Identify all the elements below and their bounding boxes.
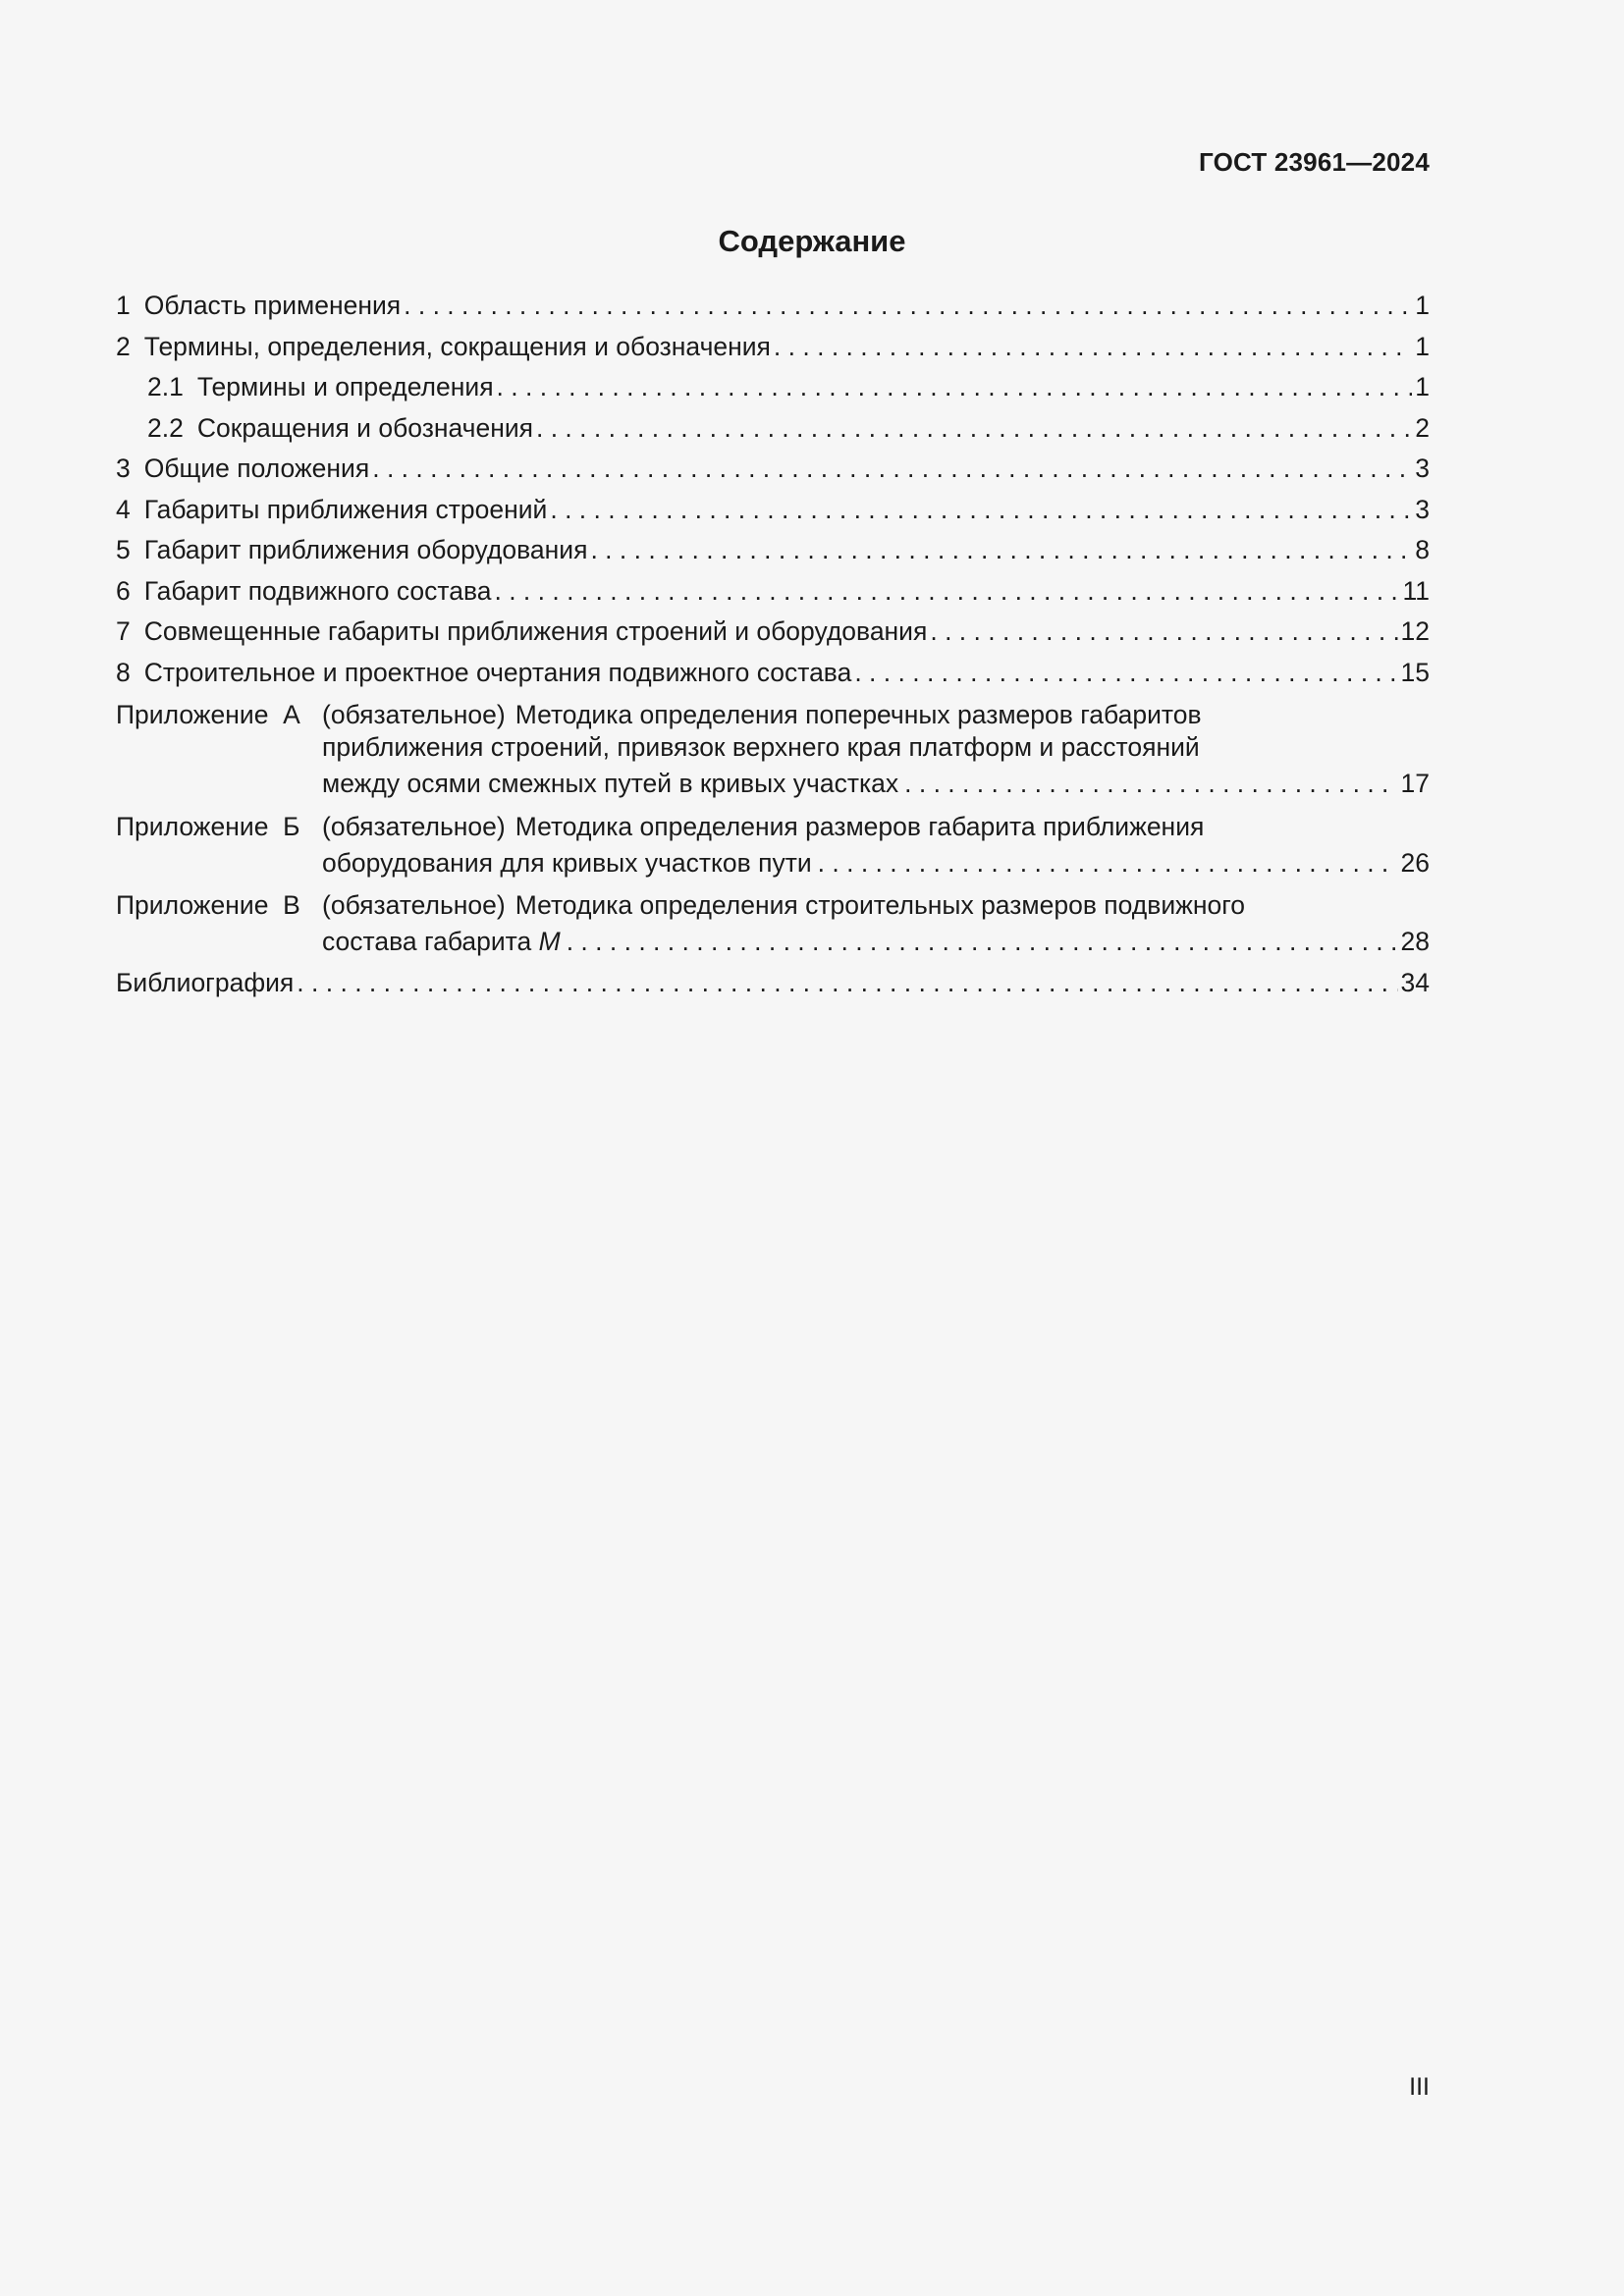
appendix-title-line: приближения строений, привязок верхнего края платформ и расстояний: [322, 732, 1200, 762]
toc-entry-title: Термины, определения, сокращения и обозначения: [143, 331, 771, 361]
toc-entry-title: Библиография: [116, 967, 295, 997]
appendix-title-line: Методика определения поперечных размеров габаритов: [514, 700, 1202, 729]
toc-entry-title: Габарит подвижного состава: [143, 575, 492, 606]
document-code: ГОСТ 23961—2024: [1199, 147, 1430, 177]
toc-entry-page: 34: [1400, 967, 1430, 997]
toc-entry-title: Совмещенные габариты приближения строений и оборудования: [143, 616, 928, 646]
toc-entry-number: 2.2: [147, 412, 184, 443]
toc-entry-number: 7: [116, 616, 131, 646]
toc-entry-8[interactable]: [116, 653, 1430, 694]
page-number: III: [1409, 2073, 1430, 2101]
toc-entry-1[interactable]: [116, 286, 1430, 327]
dot-leader: [372, 449, 1412, 490]
toc-entry-7[interactable]: [116, 612, 1430, 653]
dot-leader: [494, 571, 1399, 613]
dot-leader: [854, 653, 1397, 694]
toc-entry-page: 3: [1415, 454, 1430, 483]
dot-leader: [930, 612, 1397, 653]
toc-entry-page: 2: [1415, 412, 1430, 443]
toc-entry-number: 6: [116, 575, 131, 606]
toc-entry-page: 11: [1402, 575, 1430, 606]
toc-entry-page: 28: [1400, 927, 1430, 956]
appendix-title-line: Методика определения строительных размеров подвижного: [514, 890, 1246, 920]
toc-entry-number: 4: [116, 494, 131, 524]
toc-entry-number: 8: [116, 657, 131, 687]
toc-entry-number: 1: [116, 291, 131, 320]
toc-entry-page: 17: [1400, 769, 1430, 798]
toc-entry-2-2[interactable]: [116, 408, 1430, 450]
toc-entry-5[interactable]: [116, 530, 1430, 571]
appendix-status: (обязательное): [322, 811, 506, 841]
dot-leader: [904, 764, 1394, 805]
toc-entry-3[interactable]: [116, 449, 1430, 490]
dot-leader: [590, 530, 1412, 571]
toc-entry-number: 3: [116, 454, 131, 483]
toc-appendix-b[interactable]: [116, 811, 1430, 884]
toc-entry-page: 8: [1415, 535, 1430, 564]
appendix-label: Приложение Б: [116, 811, 300, 841]
toc-entry-page: 3: [1415, 494, 1430, 524]
toc-entry-number: 2: [116, 331, 131, 361]
dot-leader: [497, 367, 1413, 408]
appendix-status: (обязательное): [322, 700, 506, 729]
dot-leader: [550, 490, 1412, 531]
toc-entry-title: Строительное и проектное очертания подвижного состава: [143, 657, 852, 687]
toc-entry-page: 1: [1415, 372, 1430, 401]
toc-entry-bibliography[interactable]: [116, 963, 1430, 1004]
appendix-title-line: оборудования для кривых участков пути: [322, 847, 812, 878]
gauge-symbol: М: [538, 927, 561, 956]
appendix-label: Приложение А: [116, 700, 300, 729]
toc-entry-title: Габариты приближения строений: [143, 494, 548, 524]
toc-entry-title: Габарит приближения оборудования: [143, 535, 588, 564]
dot-leader: [818, 843, 1395, 884]
toc-entry-page: 1: [1415, 331, 1430, 361]
toc-entry-number: 2.1: [147, 372, 184, 401]
dot-leader: [536, 408, 1412, 450]
toc-entry-title: Область применения: [143, 291, 402, 320]
dot-leader: [567, 922, 1395, 963]
toc-entry-number: 5: [116, 535, 131, 564]
toc-appendix-v[interactable]: [116, 889, 1430, 963]
toc-entry-2[interactable]: [116, 327, 1430, 368]
toc-entry-4[interactable]: [116, 490, 1430, 531]
toc-entry-page: 26: [1400, 847, 1430, 878]
toc-entry-6[interactable]: [116, 571, 1430, 613]
toc-entry-page: 15: [1400, 657, 1430, 687]
dot-leader: [297, 963, 1397, 1004]
appendix-label: Приложение В: [116, 890, 300, 920]
table-of-contents: [116, 286, 1430, 1003]
toc-title: Содержание: [718, 224, 906, 258]
toc-entry-title: Общие положения: [143, 454, 370, 483]
appendix-title-line: Методика определения размеров габарита приближения: [514, 811, 1205, 841]
appendix-title-line: между осями смежных путей в кривых участках: [322, 769, 899, 798]
dot-leader: [774, 327, 1412, 368]
appendix-title-line: состава габарита: [322, 927, 532, 956]
toc-entry-page: 1: [1415, 291, 1430, 320]
toc-appendix-a[interactable]: [116, 699, 1430, 805]
appendix-status: (обязательное): [322, 890, 506, 920]
toc-entry-title: Термины и определения: [196, 372, 494, 401]
dot-leader: [404, 286, 1412, 327]
toc-entry-2-1[interactable]: [116, 367, 1430, 408]
toc-entry-page: 12: [1400, 616, 1430, 646]
toc-entry-title: Сокращения и обозначения: [196, 412, 533, 443]
